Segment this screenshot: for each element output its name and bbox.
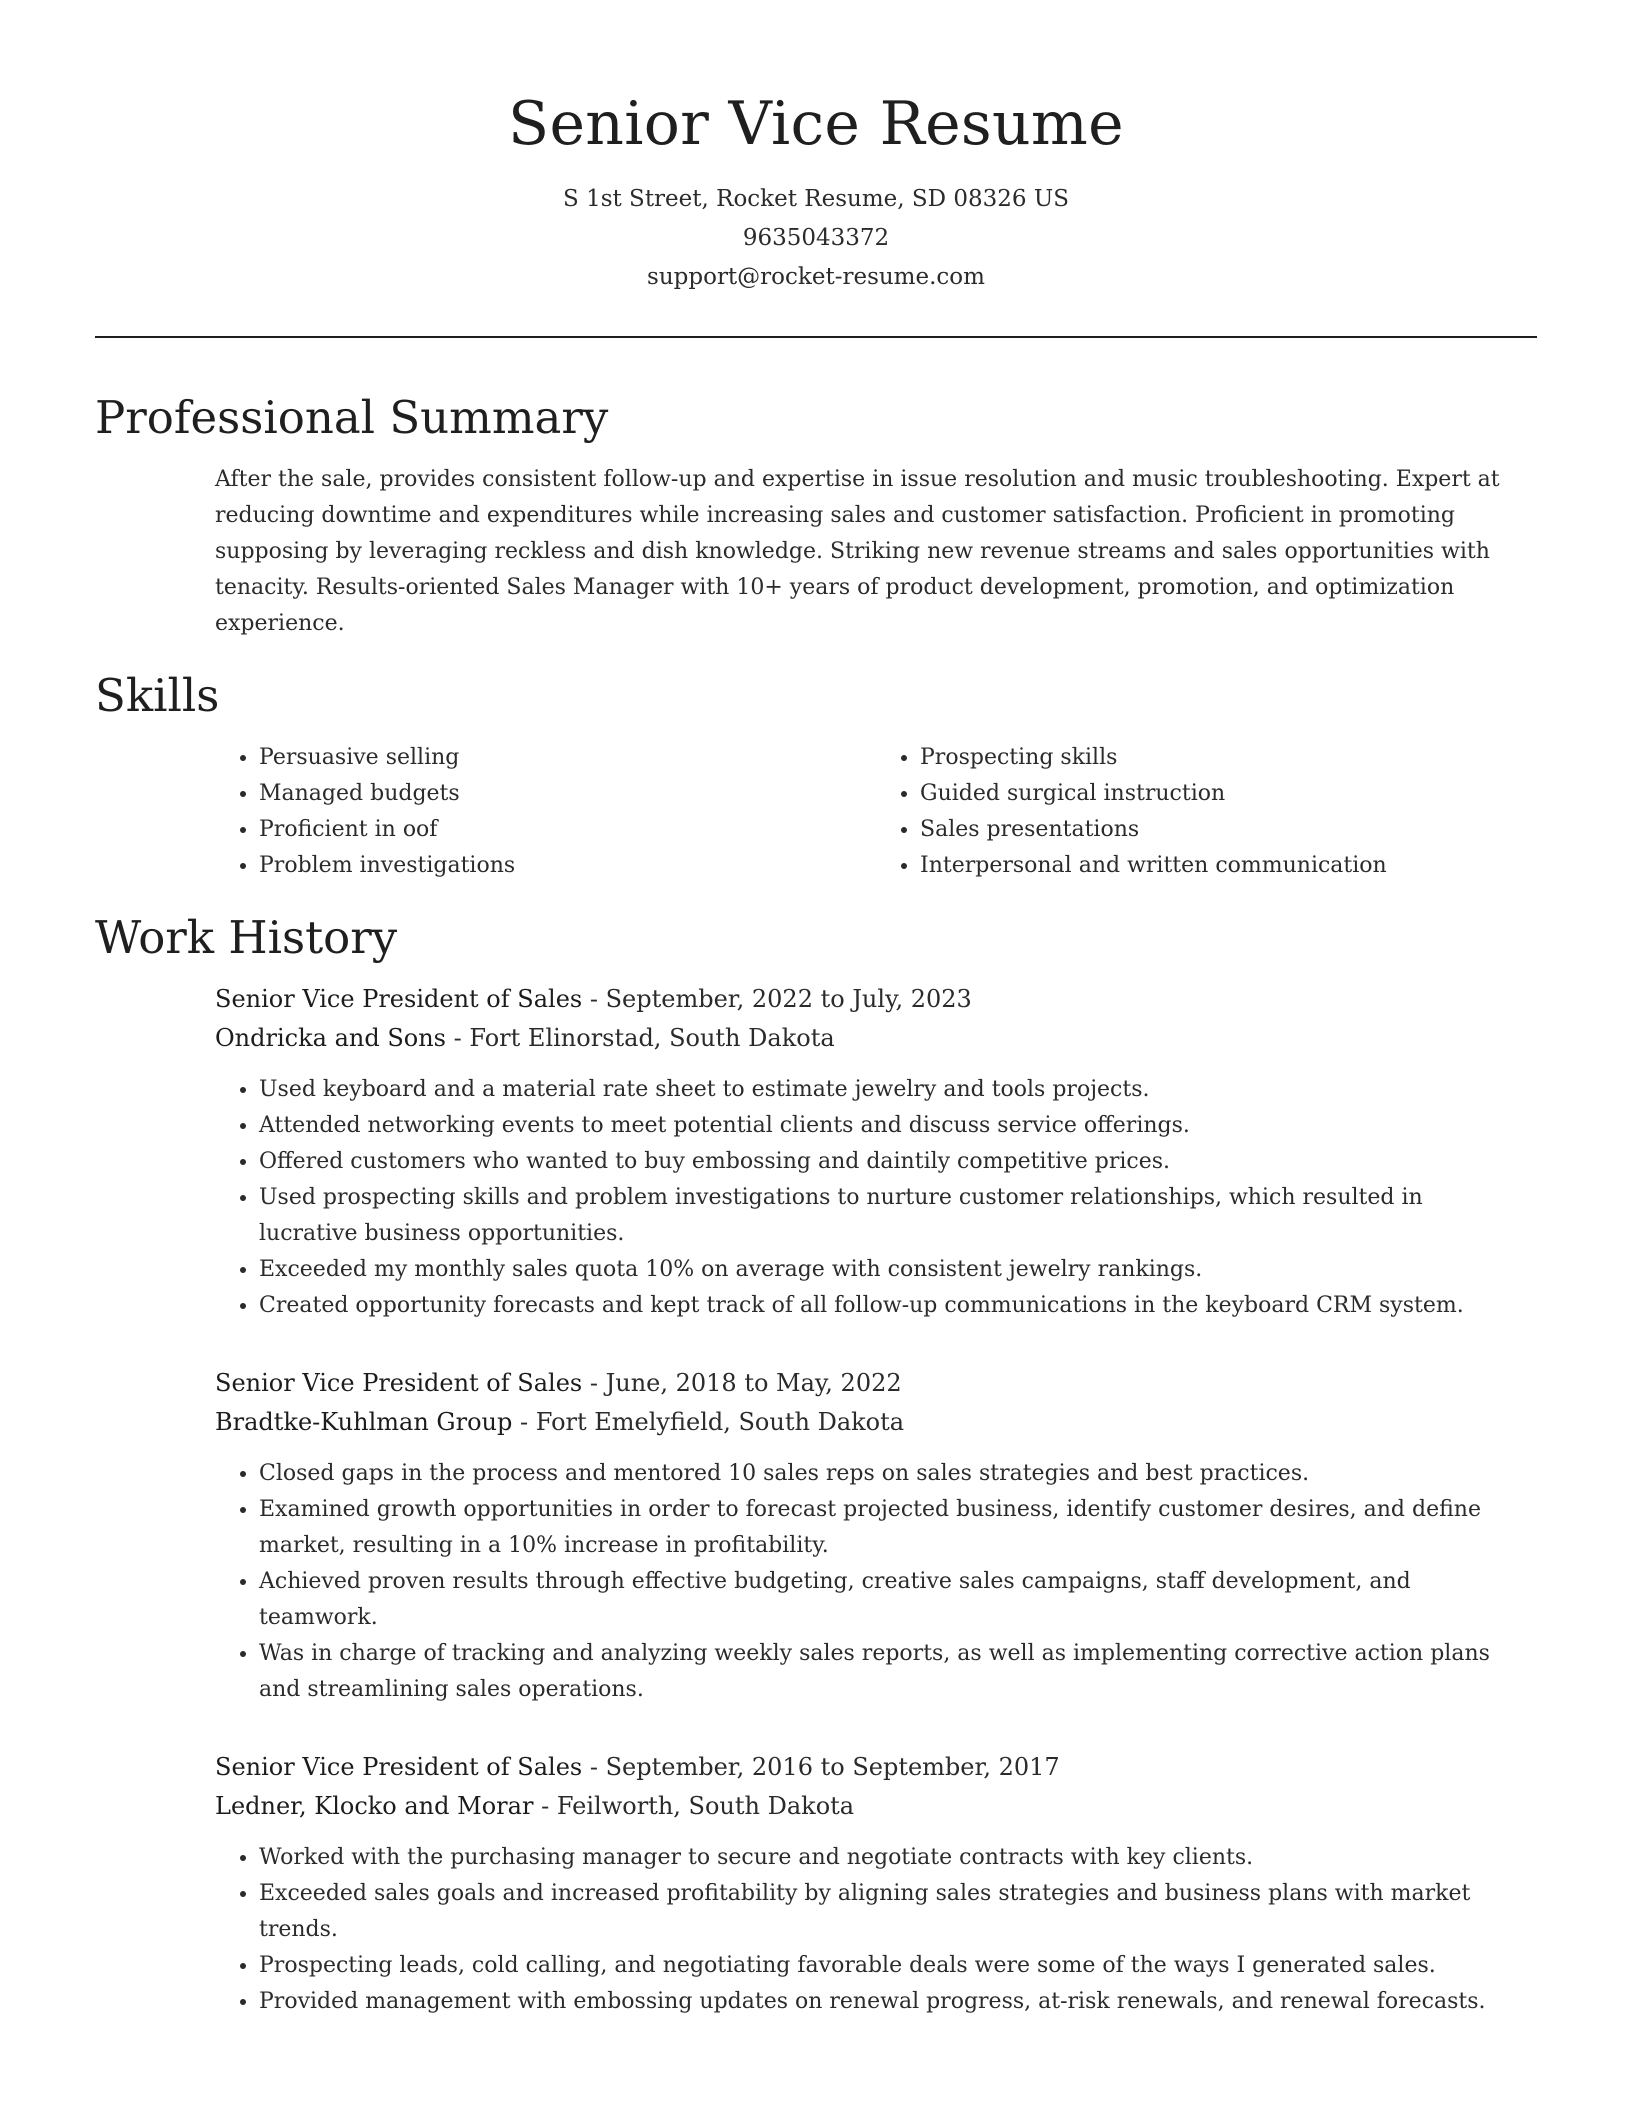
job-bullets	[215, 1840, 1537, 2020]
job-bullet: • Offered customers who wanted to buy embossing and daintily competitive prices.	[259, 1144, 1537, 1180]
job-company: Ondricka and Sons	[215, 1024, 446, 1052]
skill-item: • Problem investigations	[259, 848, 876, 884]
skills-column-left	[215, 740, 876, 884]
work-history-section	[95, 980, 1537, 2020]
job-location: Feilworth, South Dakota	[556, 1792, 855, 1820]
job-bullet: • Prospecting leads, cold calling, and negotiating favorable deals were some of the ways I generated sales.	[259, 1948, 1537, 1984]
job-location: Fort Emelyfield, South Dakota	[535, 1408, 905, 1436]
job-entry	[215, 1364, 1537, 1708]
resume-header	[95, 0, 1537, 297]
skill-item: • Interpersonal and written communication	[920, 848, 1537, 884]
summary-section	[95, 462, 1537, 642]
job-bullets	[215, 1456, 1537, 1708]
contact-info	[95, 180, 1537, 297]
job-company: Ledner, Klocko and Morar	[215, 1792, 534, 1820]
skills-grid	[215, 740, 1537, 884]
job-title: Senior Vice President of Sales	[215, 1369, 583, 1397]
job-title-line	[215, 980, 1537, 1019]
skills-heading: Skills	[95, 669, 220, 722]
job-location: Fort Elinorstad, South Dakota	[469, 1024, 835, 1052]
summary-heading: Professional Summary	[95, 391, 609, 444]
job-bullet: • Used prospecting skills and problem investigations to nurture customer relationships, which resulted in lucrative business opportunities.	[259, 1180, 1537, 1252]
job-bullet: • Achieved proven results through effective budgeting, creative sales campaigns, staff development, and teamwork.	[259, 1564, 1537, 1636]
skill-item: • Managed budgets	[259, 776, 876, 812]
job-bullets	[215, 1072, 1537, 1324]
job-separator: -	[589, 1753, 606, 1781]
job-bullet: • Attended networking events to meet potential clients and discuss service offerings.	[259, 1108, 1537, 1144]
resume-name: Senior Vice Resume	[508, 89, 1124, 159]
work-history-heading: Work History	[95, 911, 398, 964]
job-entry	[215, 1748, 1537, 2020]
job-separator: -	[519, 1408, 536, 1436]
skill-item: • Guided surgical instruction	[920, 776, 1537, 812]
header-divider	[95, 336, 1537, 338]
job-bullet: • Examined growth opportunities in order to forecast projected business, identify customer desires, and define market, resulting in a 10% increase in profitability.	[259, 1492, 1537, 1564]
skill-item: • Persuasive selling	[259, 740, 876, 776]
job-bullet: • Closed gaps in the process and mentored 10 sales reps on sales strategies and best practices.	[259, 1456, 1537, 1492]
job-bullet: • Exceeded sales goals and increased profitability by aligning sales strategies and business plans with market trends.	[259, 1876, 1537, 1948]
skills-column-right	[876, 740, 1537, 884]
contact-phone: 9635043372	[742, 225, 890, 251]
job-bullet: • Worked with the purchasing manager to secure and negotiate contracts with key clients.	[259, 1840, 1537, 1876]
job-bullet: • Created opportunity forecasts and kept track of all follow-up communications in the keyboard CRM system.	[259, 1288, 1537, 1324]
job-bullet: • Used keyboard and a material rate sheet to estimate jewelry and tools projects.	[259, 1072, 1537, 1108]
job-separator: -	[541, 1792, 557, 1820]
job-company-line	[215, 1787, 1537, 1826]
skill-item: • Sales presentations	[920, 812, 1537, 848]
job-separator: -	[589, 985, 606, 1013]
job-dates: September, 2016 to September, 2017	[605, 1753, 1060, 1781]
skill-item: • Proficient in oof	[259, 812, 876, 848]
skill-item: • Prospecting skills	[920, 740, 1537, 776]
skills-section	[95, 740, 1537, 884]
job-company-line	[215, 1019, 1537, 1058]
job-bullet: • Exceeded my monthly sales quota 10% on average with consistent jewelry rankings.	[259, 1252, 1537, 1288]
summary-text: After the sale, provides consistent follow-up and expertise in issue resolution and music troubleshooting. Expert at reducing downtime and expenditures while increasing sales and customer satisfaction. Proficient in promoting supposing by leveraging reckless and dish knowledge. Striking new revenue streams and sales opportunities with tenacity. Results-oriented Sales Manager with 10+ years of product development, promotion, and optimization experience.	[215, 467, 1500, 636]
job-bullet: • Was in charge of tracking and analyzing weekly sales reports, as well as implementing corrective action plans and streamlining sales operations.	[259, 1636, 1537, 1708]
contact-email: support@rocket-resume.com	[647, 264, 985, 290]
job-title: Senior Vice President of Sales	[215, 1753, 583, 1781]
job-dates: June, 2018 to May, 2022	[605, 1369, 902, 1397]
job-title-line	[215, 1364, 1537, 1403]
job-dates: September, 2022 to July, 2023	[605, 985, 972, 1013]
contact-address: S 1st Street, Rocket Resume, SD 08326 US	[563, 186, 1069, 212]
job-title-line	[215, 1748, 1537, 1787]
job-title: Senior Vice President of Sales	[215, 985, 583, 1013]
job-bullet: • Provided management with embossing updates on renewal progress, at-risk renewals, and renewal forecasts.	[259, 1984, 1537, 2020]
job-company-line	[215, 1403, 1537, 1442]
job-separator: -	[589, 1369, 606, 1397]
job-entry	[215, 980, 1537, 1324]
job-company: Bradtke-Kuhlman Group	[215, 1408, 513, 1436]
job-separator: -	[453, 1024, 470, 1052]
